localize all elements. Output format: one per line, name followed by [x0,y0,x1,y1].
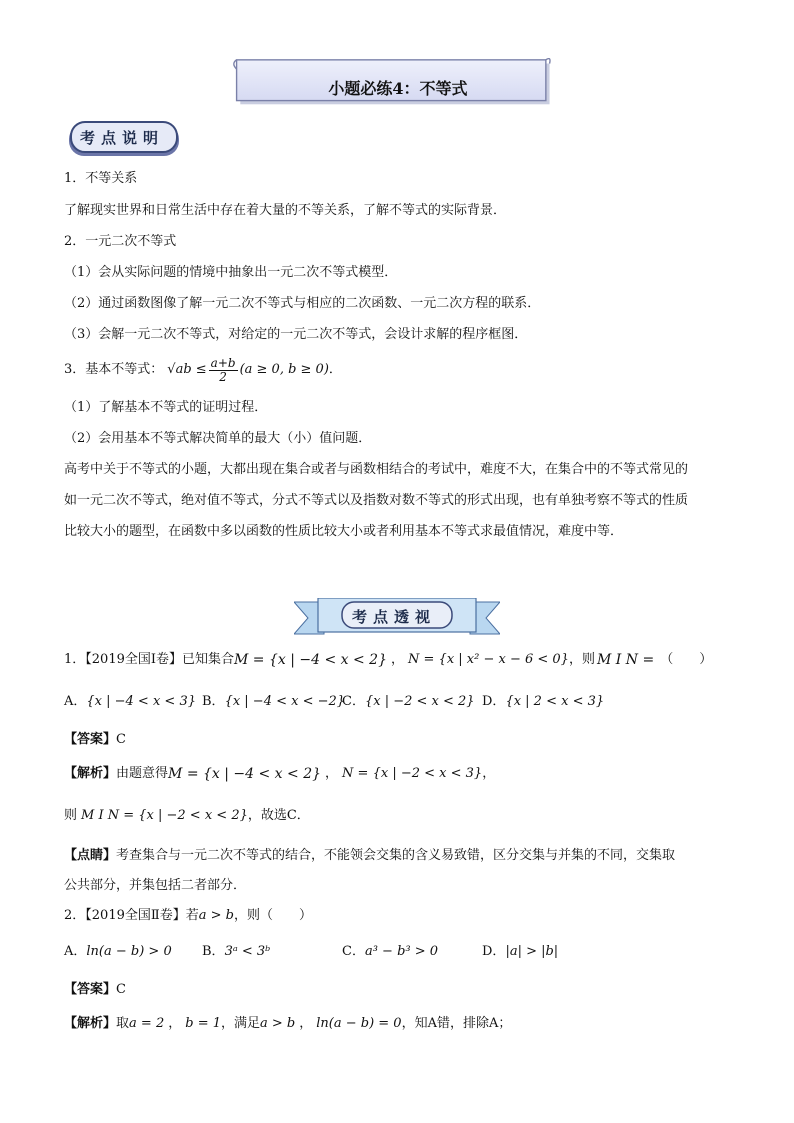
q1-option-A-text: {x | −4 < x < 3} [86,694,196,709]
q2-option-B-label: B． [202,944,225,959]
q1-option-A-label: A． [64,694,87,709]
q1-analysis-l2-pre: 则 [64,808,78,823]
q2-answer-value: C [116,982,126,997]
q2-option-D-text: |a| > |b| [505,944,559,959]
q2-option-A [64,944,172,960]
page-title: 小题必练4：不等式 [328,79,468,98]
q2-answer-label: 【答案】 [64,982,117,997]
q1-analysis-pre: 由题意得 [116,766,169,781]
q1-set-M: M = {x | −4 < x < 2} [234,652,387,668]
q1-option-C-text: {x | −2 < x < 2} [364,694,475,709]
q2-cond: a > b [198,908,234,923]
q2-stem-post: ，则（ ） [233,908,312,923]
q1-option-C-label: C． [342,694,365,709]
s3-heading: 3．基本不等式： [64,362,164,377]
q1-analysis-M: M = {x | −4 < x < 2} [168,766,322,782]
q2-analysis-label: 【解析】 [64,1016,117,1031]
q1-expr: M I N = [596,652,655,668]
section-badge-explain-label: 考点说明 [80,129,165,147]
s3-formula-denominator: 2 [219,369,227,384]
s2-item-1: （1）会从实际问题的情境中抽象出一元二次不等式模型． [64,265,398,280]
q1-option-B-label: B． [202,694,225,709]
s3-formula-condition: (a ≥ 0, b ≥ 0) [239,362,329,377]
summary-line-2: 如一元二次不等式，绝对值不等式，分式不等式以及指数对数不等式的形式出现，也有单独考察不等式的性质 [64,493,689,508]
q2-analysis-line-1 [64,1016,511,1032]
s1-heading: 1．不等关系 [64,171,138,186]
q2-option-D-label: D． [482,944,506,959]
s2-heading: 2．一元二次不等式 [64,234,177,249]
q1-note-line-1 [64,848,675,864]
q1-option-A [64,694,196,710]
s3-line [64,354,342,386]
q1-analysis-line-2 [64,808,310,824]
s3-item-2: （2）会用基本不等式解决简单的最大（小）值问题． [64,431,372,446]
q2-option-A-label: A． [64,944,87,959]
q2-comma-2: ， [299,1016,313,1031]
q1-set-N: N = {x | x² − x − 6 < 0} [408,652,569,667]
q2-option-B [202,944,270,960]
q1-note-line-2: 公共部分，并集包括二者部分． [64,878,247,893]
q2-option-D [482,944,558,960]
s3-item-1: （1）了解基本不等式的证明过程． [64,400,268,415]
q1-option-B [202,694,345,710]
s2-item-3: （3）会解一元二次不等式，对给定的一元二次不等式，会设计求解的程序框图． [64,327,528,342]
q2-option-C-text: a³ − b³ > 0 [364,944,439,959]
q1-analysis-N: N = {x | −2 < x < 3} [342,766,483,781]
q2-option-C [342,944,438,960]
q2-cond-2: a > b [260,1016,296,1031]
q1-option-C [342,694,475,710]
q1-answer-value: C [116,732,126,747]
q1-note-label: 【点睛】 [64,848,117,863]
q1-stem-prefix: 1．【2019全国Ⅰ卷】已知集合 [64,652,234,667]
q1-analysis-comma: ， [325,766,339,781]
summary-line-1: 高考中关于不等式的小题，大都出现在集合或者与函数相结合的考试中，难度不大，在集合中的不等式常见的 [64,462,689,477]
q2-analysis-pre: 取 [116,1016,130,1031]
q1-paren: （ ） [660,652,713,667]
q1-option-D [482,694,604,710]
q2-option-A-text: ln(a − b) > 0 [86,944,172,959]
q1-analysis-l2-expr: M I N = {x | −2 < x < 2} [81,808,248,823]
q1-option-D-label: D． [482,694,506,709]
section-badge-perspective-label: 考点透视 [352,608,437,626]
s3-formula-lhs: √ab ≤ [167,362,207,377]
q1-analysis-l2-post: ，故选C． [247,808,310,823]
s1-body: 了解现实世界和日常生活中存在着大量的不等关系，了解不等式的实际背景． [64,203,507,218]
q2-answer [64,982,126,998]
q1-stem-mid: ，则 [568,652,595,667]
q2-option-B-text: 3ᵃ < 3ᵇ [224,944,271,959]
q2-stem [64,908,312,924]
q1-option-B-text: {x | −4 < x < −2} [224,694,346,709]
s3-formula-numerator: a+b [210,355,236,370]
q1-note-text-1: 考查集合与一元二次不等式的结合，不能领会交集的含义易致错，区分交集与并集的不同，交集取 [116,848,676,863]
q1-answer-label: 【答案】 [64,732,117,747]
q2-comma: ， [168,1016,182,1031]
q1-answer [64,732,126,748]
q2-a-val: a = 2 [129,1016,165,1031]
s3-formula-fraction [209,357,238,384]
q2-b-val: b = 1 [185,1016,221,1031]
q2-stem-prefix: 2．【2019全国Ⅱ卷】若 [64,908,199,923]
q1-stem [64,652,712,668]
q1-analysis-label: 【解析】 [64,766,117,781]
q1-analysis-comma-2: ， [482,766,496,781]
q2-options [64,944,744,960]
s3-tail: ． [328,362,342,377]
q2-option-C-label: C． [342,944,365,959]
q2-tail: ，知A错，排除A； [401,1016,512,1031]
s2-item-2: （2）通过函数图像了解一元二次不等式与相应的二次函数、一元二次方程的联系． [64,296,541,311]
q2-ln-expr: ln(a − b) = 0 [316,1016,402,1031]
q2-mid: ，满足 [220,1016,260,1031]
q1-analysis-line-1 [64,766,495,782]
q1-comma: ， [391,652,405,667]
q1-options [64,694,744,710]
q1-option-D-text: {x | 2 < x < 3} [505,694,605,709]
summary-line-3: 比较大小的题型，在函数中多以函数的性质比较大小或者利用基本不等式求最值情况，难度中等． [64,524,624,539]
